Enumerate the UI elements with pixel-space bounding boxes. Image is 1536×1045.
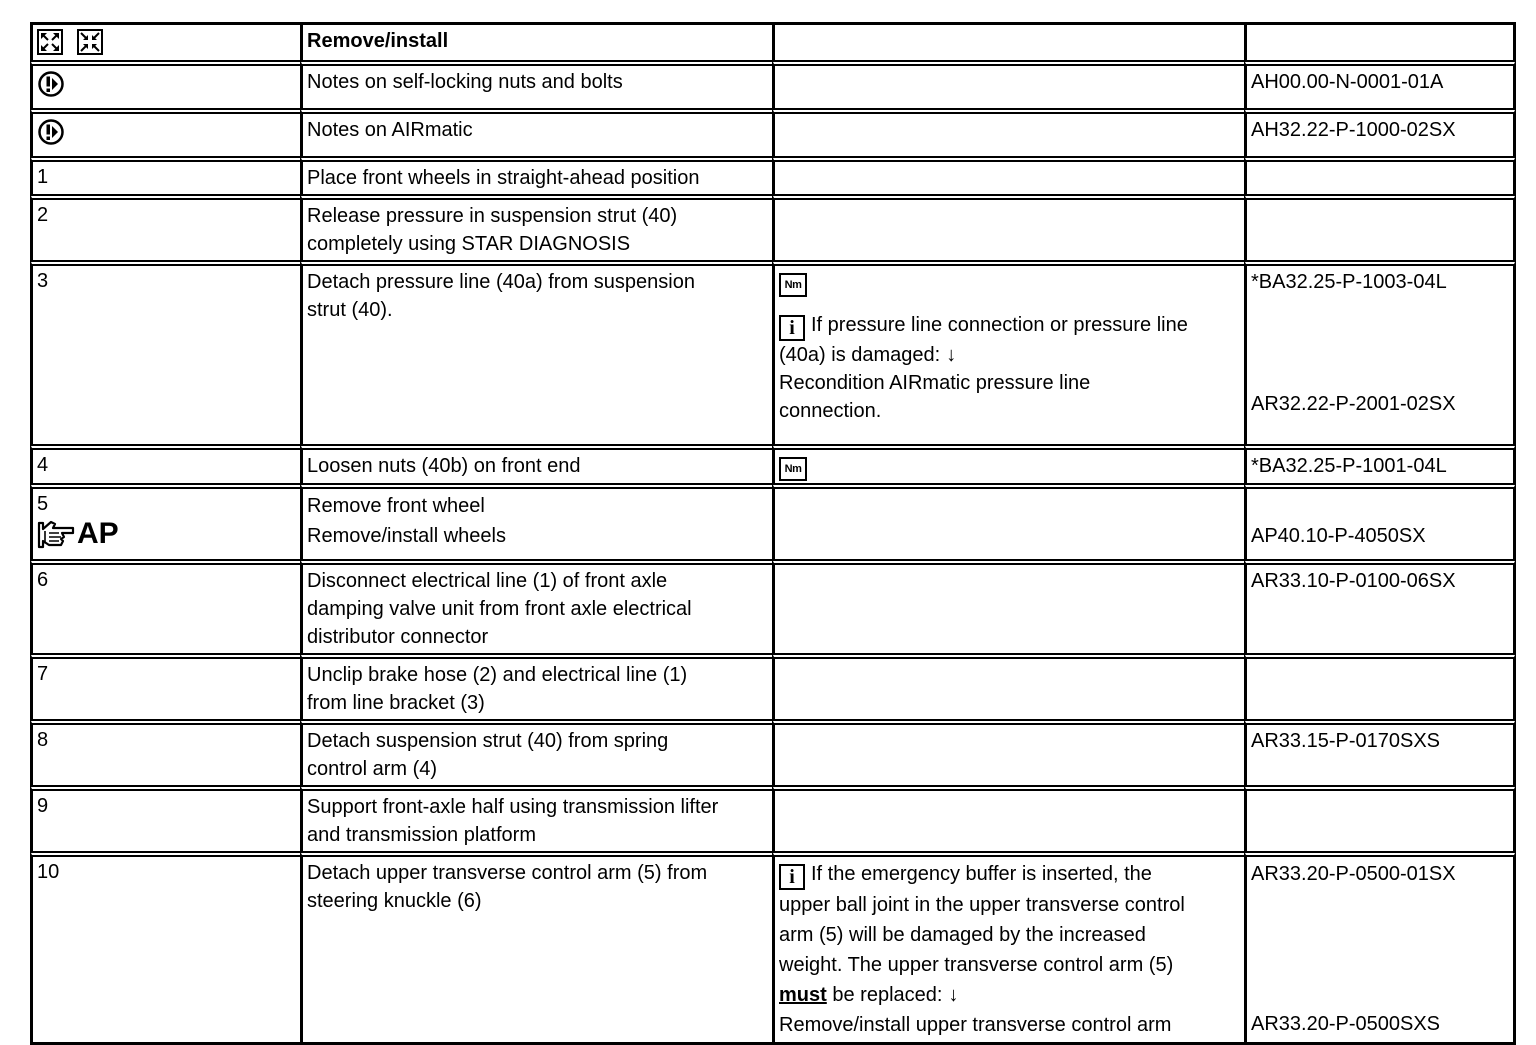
step-number: 5 bbox=[37, 493, 49, 515]
step-text: Notes on AIRmatic bbox=[300, 108, 772, 156]
step-notes: Nm i If pressure line connection or pressure line (40a) is damaged: ↓ Recondition AIRmatic pressure line connection. bbox=[772, 260, 1244, 444]
step-notes: i If the emergency buffer is inserted, the upper ball joint in the upper transverse control arm (5) will be damaged by the increased weight. The upper transverse control arm (5) must be replaced: ↓ Remove/install upper transverse control arm bbox=[772, 851, 1244, 1045]
document-link[interactable]: *BA32.25-P-1001-04L bbox=[1244, 444, 1516, 483]
arrow-down-icon: ↓ bbox=[948, 984, 959, 1006]
step-text: Support front-axle half using transmission lifter and transmission platform bbox=[300, 785, 772, 851]
table-row bbox=[30, 194, 1516, 260]
torque-nm-icon[interactable]: Nm bbox=[779, 273, 807, 297]
table-row bbox=[30, 559, 1516, 653]
document-link[interactable]: AR33.20-P-0500-01SX bbox=[1251, 863, 1456, 885]
arrow-down-icon: ↓ bbox=[946, 344, 957, 366]
collapse-all-icon[interactable] bbox=[77, 29, 103, 55]
step-number: 2 bbox=[37, 204, 49, 226]
torque-nm-icon[interactable]: Nm bbox=[779, 457, 807, 481]
info-icon: i bbox=[779, 864, 805, 890]
step-text: Detach pressure line (40a) from suspension strut (40). bbox=[300, 260, 772, 444]
table-row bbox=[30, 444, 1516, 483]
document-link[interactable]: AR33.15-P-0170SXS bbox=[1244, 719, 1516, 785]
step-number: 6 bbox=[37, 569, 49, 591]
must-emphasis: must bbox=[779, 984, 827, 1006]
table-row bbox=[30, 156, 1516, 194]
table-row bbox=[30, 719, 1516, 785]
action-text: connection. bbox=[779, 400, 882, 422]
document-link[interactable]: AP40.10-P-4050SX bbox=[1251, 525, 1426, 547]
step-text: Loosen nuts (40b) on front end bbox=[300, 444, 772, 483]
step-text: Remove front wheel Remove/install wheels bbox=[300, 483, 772, 559]
action-text: Remove/install upper transverse control arm bbox=[779, 1014, 1172, 1036]
table-row bbox=[30, 108, 1516, 156]
step-text: Detach suspension strut (40) from spring control arm (4) bbox=[300, 719, 772, 785]
header-icons-cell bbox=[30, 22, 300, 60]
table-header-row bbox=[30, 22, 1516, 60]
document-link[interactable]: AH32.22-P-1000-02SX bbox=[1244, 108, 1516, 156]
step-number: 1 bbox=[37, 166, 49, 188]
table-row bbox=[30, 653, 1516, 719]
step-number: 3 bbox=[37, 270, 49, 292]
document-link[interactable]: *BA32.25-P-1003-04L bbox=[1251, 271, 1447, 293]
step-number: 9 bbox=[37, 795, 49, 817]
document-cell bbox=[1244, 851, 1516, 1045]
document-link[interactable]: AH00.00-N-0001-01A bbox=[1244, 60, 1516, 108]
procedure-table bbox=[30, 22, 1516, 1045]
step-text: Place front wheels in straight-ahead position bbox=[300, 156, 772, 194]
table-row bbox=[30, 851, 1516, 1045]
notes-icon bbox=[37, 70, 65, 98]
document-link[interactable]: AR32.22-P-2001-02SX bbox=[1251, 393, 1456, 415]
document-cell bbox=[1244, 260, 1516, 444]
table-row bbox=[30, 785, 1516, 851]
document-link[interactable]: AR33.10-P-0100-06SX bbox=[1244, 559, 1516, 653]
notes-icon bbox=[37, 118, 65, 146]
step-text: Release pressure in suspension strut (40) completely using STAR DIAGNOSIS bbox=[300, 194, 772, 260]
step-number: 4 bbox=[37, 454, 49, 476]
step-number: 8 bbox=[37, 729, 49, 751]
step-text: Disconnect electrical line (1) of front axle damping valve unit from front axle electrical distributor connector bbox=[300, 559, 772, 653]
step-text: Unclip brake hose (2) and electrical line (1) from line bracket (3) bbox=[300, 653, 772, 719]
info-icon: i bbox=[779, 315, 805, 341]
document-link[interactable]: AR33.20-P-0500SXS bbox=[1251, 1013, 1441, 1035]
step-text: Notes on self-locking nuts and bolts bbox=[300, 60, 772, 108]
step-number: 7 bbox=[37, 663, 49, 685]
table-row bbox=[30, 60, 1516, 108]
action-text: Recondition AIRmatic pressure line bbox=[779, 372, 1091, 394]
ap-pointing-hand-icon[interactable]: AP bbox=[37, 517, 294, 551]
table-row bbox=[30, 483, 1516, 559]
step-text: Detach upper transverse control arm (5) from steering knuckle (6) bbox=[300, 851, 772, 1045]
pointing-hand-icon bbox=[37, 519, 75, 549]
table-row bbox=[30, 260, 1516, 444]
step-number: 10 bbox=[37, 861, 60, 883]
header-empty-cell bbox=[772, 22, 1244, 60]
header-title: Remove/install bbox=[300, 22, 772, 60]
expand-all-icon[interactable] bbox=[37, 29, 63, 55]
header-empty-cell bbox=[1244, 22, 1516, 60]
